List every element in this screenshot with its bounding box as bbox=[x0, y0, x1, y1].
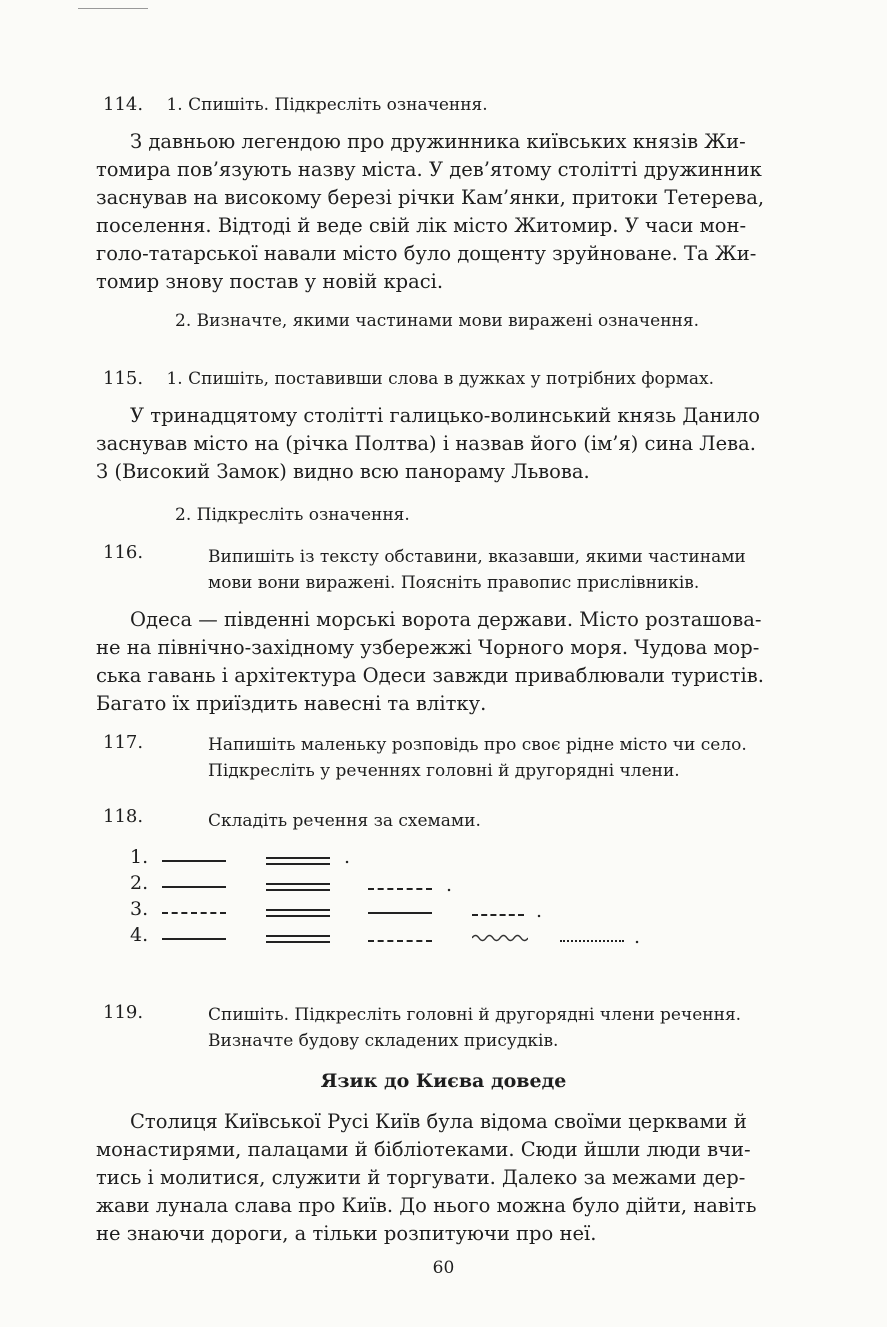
task-line: мови вони виражені. Поясніть правопис прислівників. bbox=[208, 573, 700, 593]
exercise-119-number: 119. bbox=[103, 1002, 144, 1023]
text-line: Одеса — південні морські ворота держави. Місто розташова- bbox=[130, 608, 762, 631]
subject-line bbox=[368, 912, 432, 914]
task-line: Випишіть із тексту обставини, вказавши, якими частинами bbox=[208, 547, 746, 567]
text-line: не знаючи дороги, а тільки розпитуючи про неї. bbox=[96, 1222, 597, 1245]
text-line: З (Високий Замок) видно всю панораму Львова. bbox=[96, 460, 590, 483]
text-line: томир знову постав у новій красі. bbox=[96, 270, 444, 293]
text-title: Язик до Києва доведе bbox=[320, 1070, 567, 1092]
page-number: 60 bbox=[432, 1258, 455, 1278]
exercise-116-text bbox=[96, 606, 856, 718]
scheme-end: . bbox=[446, 874, 453, 896]
text-line: У тринадцятому столітті галицько-волинський князь Данило bbox=[130, 404, 760, 427]
exercise-114-text bbox=[96, 128, 856, 296]
task-line: Спишіть. Підкресліть головні й другорядні члени речення. bbox=[208, 1005, 742, 1025]
text-line: жави лунала слава про Київ. До нього можна було дійти, навіть bbox=[96, 1194, 757, 1217]
task-text: 1. Спишіть. Підкресліть означення. bbox=[166, 95, 488, 115]
adverbial-line bbox=[368, 940, 432, 942]
exercise-114-task2: 2. Визначте, якими частинами мови виражені означення. bbox=[175, 311, 700, 331]
text-line: не на північно-західному узбережжі Чорного моря. Чудова мор- bbox=[96, 636, 760, 659]
exercise-114-header bbox=[103, 92, 488, 118]
scheme-end: . bbox=[634, 926, 641, 948]
text-line: ська гавань і архітектура Одеси завжди приваблювали туристів. bbox=[96, 664, 764, 687]
predicate-line bbox=[266, 857, 330, 865]
text-line: монастирями, палацами й бібліотеками. Сюди йшли люди вчи- bbox=[96, 1138, 751, 1161]
scheme-end: . bbox=[536, 900, 543, 922]
exercise-118-task: Складіть речення за схемами. bbox=[208, 811, 481, 831]
subject-line bbox=[162, 886, 226, 888]
task-line: Напишіть маленьку розповідь про своє рідне місто чи село. bbox=[208, 735, 747, 755]
exercise-number: 114. bbox=[103, 94, 144, 115]
exercise-117-number: 117. bbox=[103, 732, 144, 753]
text-line: поселення. Відтоді й веде свій лік місто Житомир. У часи мон- bbox=[96, 214, 747, 237]
task-text: 1. Спишіть, поставивши слова в дужках у потрібних формах. bbox=[166, 369, 714, 389]
scheme-number: 2. bbox=[130, 872, 149, 894]
task-line: Визначте будову складених присудків. bbox=[208, 1031, 559, 1051]
predicate-line bbox=[266, 909, 330, 917]
attribute-wavy-line bbox=[472, 932, 528, 944]
exercise-119-task bbox=[208, 1002, 741, 1054]
scheme-end: . bbox=[344, 846, 351, 868]
adverbial-line bbox=[162, 912, 226, 914]
exercise-115-header bbox=[103, 366, 714, 392]
adverbial-line bbox=[472, 914, 524, 916]
predicate-line bbox=[266, 883, 330, 891]
exercise-119-text bbox=[96, 1108, 856, 1248]
adverbial-line bbox=[368, 888, 432, 890]
scheme-number: 4. bbox=[130, 924, 149, 946]
task-line: Підкресліть у реченнях головні й другорядні члени. bbox=[208, 761, 680, 781]
text-line: заснував місто на (річка Полтва) і назвав його (ім’я) сина Лева. bbox=[96, 432, 756, 455]
exercise-115-task2: 2. Підкресліть означення. bbox=[175, 505, 410, 525]
top-rule bbox=[78, 8, 148, 9]
text-line: заснував на високому березі річки Кам’янки, притоки Тетерева, bbox=[96, 186, 765, 209]
exercise-number: 115. bbox=[103, 368, 144, 389]
exercise-115-text bbox=[96, 402, 856, 486]
exercise-116-task bbox=[208, 544, 746, 596]
exercise-117-task bbox=[208, 732, 747, 784]
text-line: тись і молитися, служити й торгувати. Далеко за межами дер- bbox=[96, 1166, 746, 1189]
text-line: томира пов’язують назву міста. У дев’ятому столітті дружинник bbox=[96, 158, 762, 181]
text-line: голо-татарської навали місто було дощенту зруйноване. Та Жи- bbox=[96, 242, 757, 265]
predicate-line bbox=[266, 935, 330, 943]
subject-line bbox=[162, 938, 226, 940]
text-line: Столиця Київської Русі Київ була відома своїми церквами й bbox=[130, 1110, 747, 1133]
object-dashed-line bbox=[560, 940, 624, 942]
text-line: З давньою легендою про дружинника київських князів Жи- bbox=[130, 130, 746, 153]
scheme-number: 3. bbox=[130, 898, 149, 920]
text-line: Багато їх приїздить навесні та влітку. bbox=[96, 692, 487, 715]
exercise-116-number: 116. bbox=[103, 542, 144, 563]
scheme-number: 1. bbox=[130, 846, 149, 868]
subject-line bbox=[162, 860, 226, 862]
exercise-118-number: 118. bbox=[103, 806, 144, 827]
